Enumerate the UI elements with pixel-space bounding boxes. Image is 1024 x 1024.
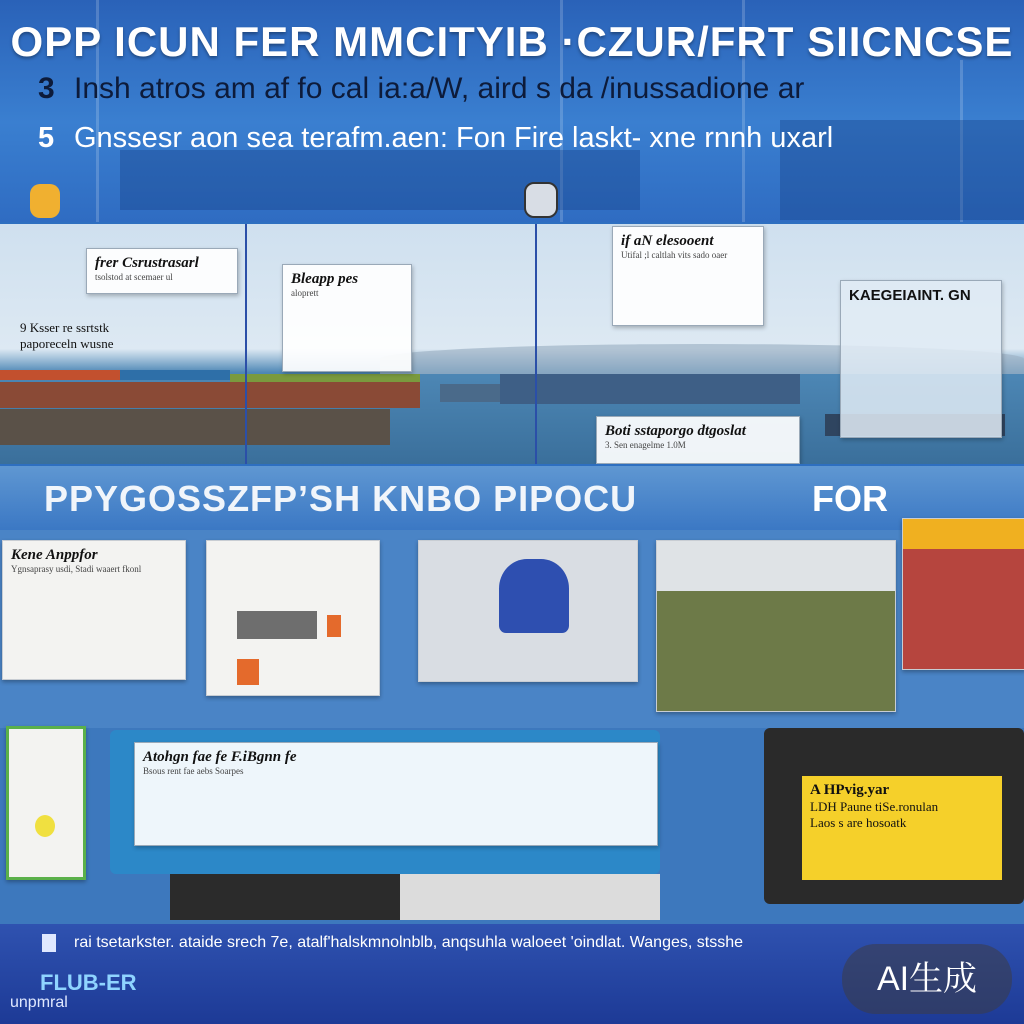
section-heading: PPYGOSSZFP’SH KNBO PIPOCU	[44, 478, 638, 519]
document-icon	[42, 934, 56, 952]
line-text: Gnssesr aon sea terafm.aen: Fon Fire laskt- xne rnnh uxarl	[74, 122, 834, 154]
line-number: 5	[38, 122, 55, 154]
document-card	[134, 742, 658, 846]
dock	[0, 409, 390, 445]
note-body: Utifal ;l caltlah vits sado oaer	[621, 250, 728, 260]
yellow-note-line: Laos s are hosoatk	[810, 815, 907, 830]
device-panel	[206, 540, 380, 696]
note-body: 3. Sen enagelme 1.0M	[605, 440, 686, 450]
brand-subtitle: unpmral	[10, 994, 68, 1011]
callout-note	[86, 248, 238, 294]
note-body: aloprett	[291, 288, 319, 298]
connector-line	[535, 224, 537, 464]
doc-body: Bsous rent fae aebs Soarpes	[143, 766, 244, 776]
floating-label	[20, 320, 114, 352]
footer-caption: rai tsetarkster. ataide srech 7e, atalf'halskmnolnblb, anqsuhla waloeet 'oindlat. Wanges, stsshe	[74, 934, 743, 951]
figure-silhouette	[499, 559, 569, 633]
doc-title: Atohgn fae fe F.iBgnn fe	[143, 749, 297, 765]
market-photo	[902, 518, 1024, 670]
card-body: Ygnsaprasy usdi, Stadi waaert fkonl	[11, 564, 142, 574]
container-stack	[0, 370, 120, 380]
callout-note	[612, 226, 764, 326]
note-title: Boti sstaporgo dtgoslat	[605, 423, 746, 439]
header-line-1	[38, 72, 804, 106]
yellow-note-title: A HPvig.yar	[810, 782, 890, 798]
brand-logo: FLUB-ER	[40, 970, 137, 995]
label-body: paporeceln wusne	[20, 336, 114, 351]
container-ship	[500, 374, 800, 404]
note-title: KAEGEIAINT. GN	[849, 287, 971, 304]
yellow-note	[802, 776, 1002, 880]
card-title: Kene Anppfor	[11, 547, 98, 563]
ship-silhouette	[120, 150, 640, 210]
photo-panel	[418, 540, 638, 682]
landscape-panel	[656, 540, 896, 712]
sky	[657, 541, 895, 591]
container-stack	[120, 370, 230, 380]
note-body: tsolstod at scemaer ul	[95, 272, 173, 282]
callout-note	[596, 416, 800, 464]
building-photo	[400, 874, 660, 920]
section-heading-end: FOR	[812, 478, 888, 519]
connector-line	[245, 224, 247, 464]
green-card	[6, 726, 86, 880]
line-number: 3	[38, 72, 55, 105]
bw-photo	[170, 874, 400, 920]
yellow-note-line: LDH Paune tiSe.ronulan	[810, 799, 939, 814]
line-text: Insh atros am af fo cal ia:a/W, aird s da /inussadione ar	[74, 72, 805, 105]
yellow-dot	[35, 815, 55, 837]
callout-note	[282, 264, 412, 372]
note-title: frer Csrustrasarl	[95, 255, 199, 271]
label-title: 9 Ksser re ssrtstk	[20, 320, 110, 335]
awning	[903, 519, 1024, 549]
emoji-face-icon	[30, 184, 60, 218]
info-card	[2, 540, 186, 680]
page-title: OPP ICUN FER MMCITYIB ·CZUR/FRT SIICNCSE	[10, 18, 1014, 65]
device-screen	[237, 611, 317, 639]
robot-icon	[524, 182, 558, 218]
callout-note	[840, 280, 1002, 438]
header-line-2	[38, 122, 833, 155]
note-title: if aN elesooent	[621, 233, 714, 249]
indicator-light	[237, 659, 259, 685]
indicator-light	[327, 615, 341, 637]
ai-generated-badge: AI生成	[842, 944, 1012, 1014]
container-stack	[0, 382, 420, 408]
port-photo	[0, 224, 1024, 464]
note-title: Bleapp pes	[291, 271, 359, 287]
